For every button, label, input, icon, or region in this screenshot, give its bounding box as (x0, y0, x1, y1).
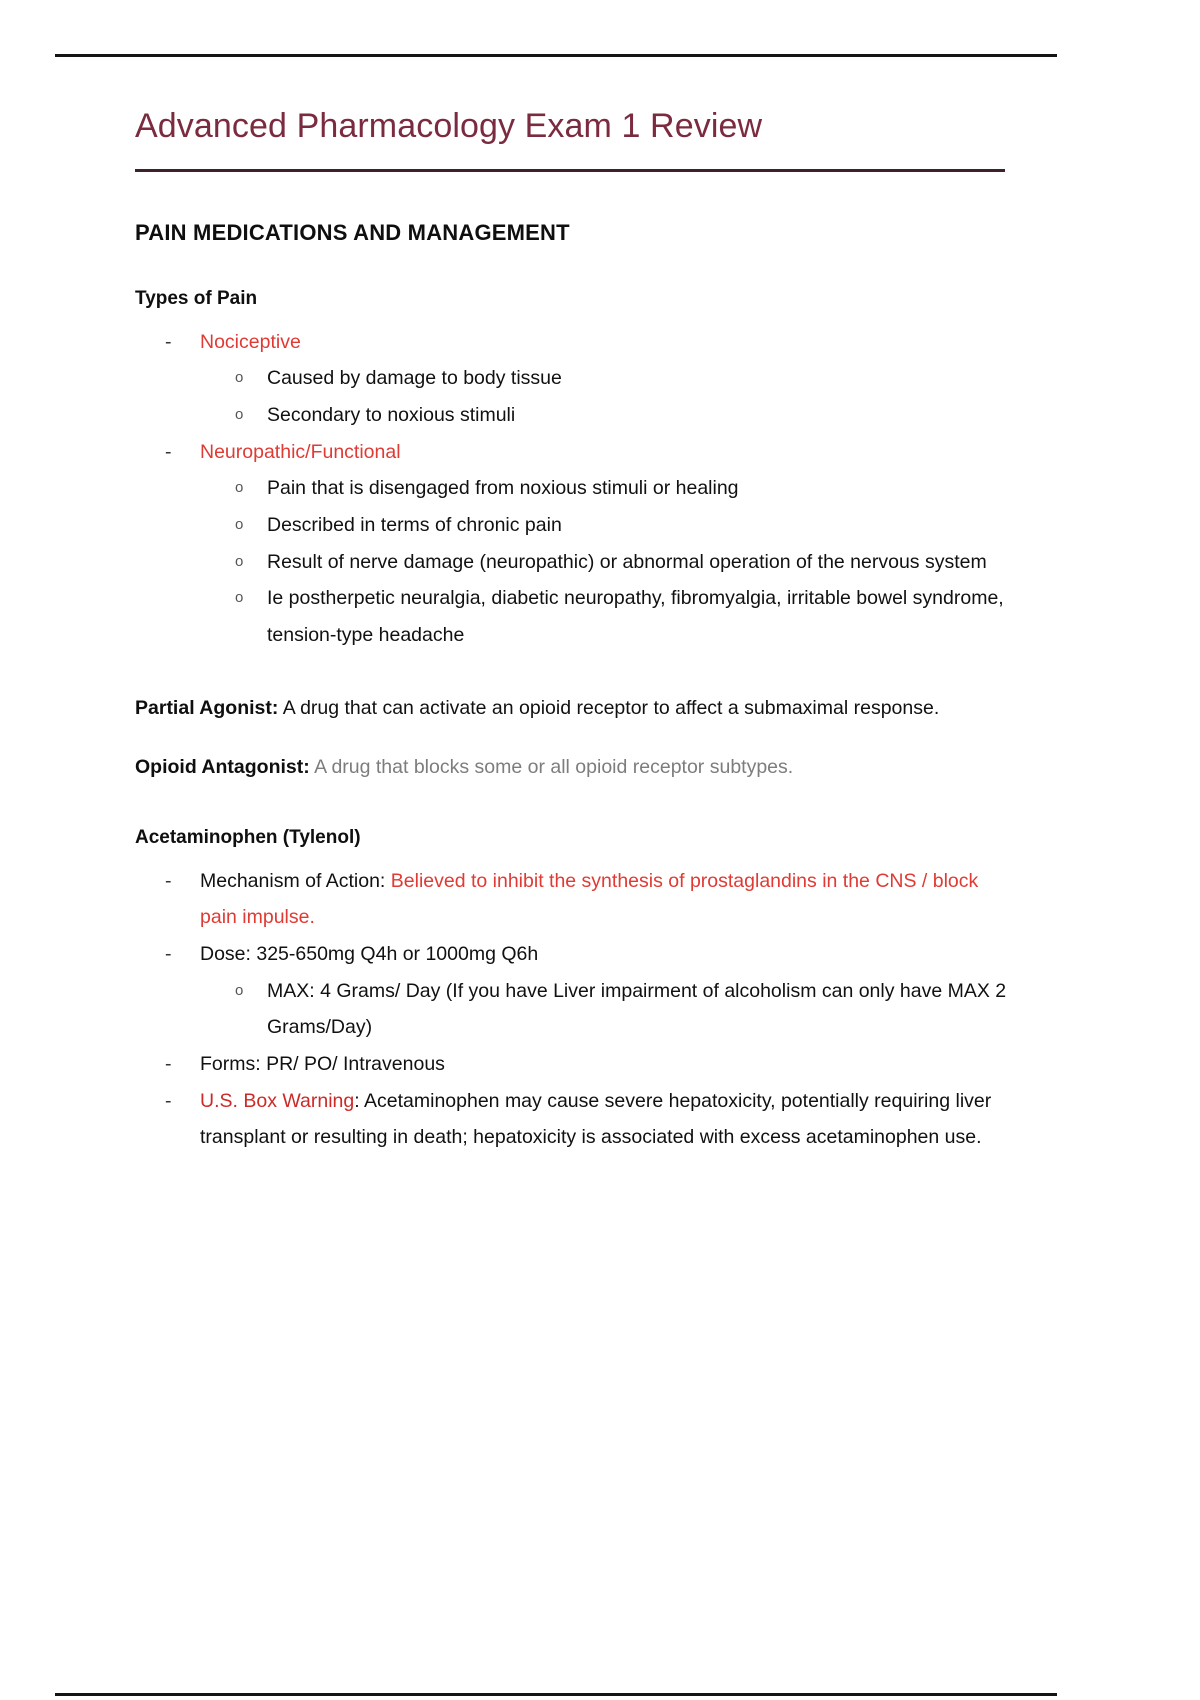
subheading-acetaminophen: Acetaminophen (Tylenol) (135, 826, 361, 848)
definition-term: Partial Agonist: (135, 696, 279, 719)
definition-term: Opioid Antagonist: (135, 756, 310, 779)
list-item (135, 507, 1010, 544)
list-item-label: Pain that is disengaged from noxious stimuli or healing (267, 477, 739, 500)
acetaminophen-list (135, 863, 1010, 1156)
list-item (135, 863, 1010, 936)
dash-bullet-icon: - (165, 440, 172, 463)
list-item (135, 324, 1010, 361)
circle-bullet-icon: o (235, 552, 244, 570)
list-item (135, 397, 1010, 434)
list-item (135, 936, 1010, 973)
dash-bullet-icon: - (165, 869, 172, 892)
list-item (135, 1046, 1010, 1083)
list-item-label: Ie postherpetic neuralgia, diabetic neuropathy, fibromyalgia, irritable bowel syndrome, tension-type headache (267, 587, 1004, 647)
max-dose-text: MAX: 4 Grams/ Day (If you have Liver impairment of alcoholism can only have MAX 2 Grams/Day) (267, 979, 1007, 1039)
circle-bullet-icon: o (235, 981, 244, 999)
dash-bullet-icon: - (165, 330, 172, 353)
list-item (135, 360, 1010, 397)
section-heading-pain-medications: PAIN MEDICATIONS AND MANAGEMENT (135, 219, 570, 245)
circle-bullet-icon: o (235, 479, 244, 497)
circle-bullet-icon: o (235, 406, 244, 424)
circle-bullet-icon: o (235, 369, 244, 387)
dose-text: Dose: 325-650mg Q4h or 1000mg Q6h (200, 943, 539, 966)
box-warning-text: Acetaminophen may cause severe hepatoxicity, potentially requiring liver transplant or resulting in death; hepatoxicity is associated with excess acetaminophen use. (200, 1089, 992, 1149)
subheading-types-of-pain: Types of Pain (135, 287, 258, 309)
forms-text: Forms: PR/ PO/ Intravenous (200, 1053, 445, 1076)
definition-partial-agonist (135, 692, 1010, 726)
list-item-label: Neuropathic/Functional (200, 440, 401, 463)
dash-bullet-icon: - (165, 1089, 172, 1112)
page-bottom-rule (55, 1693, 1057, 1696)
types-of-pain-list (135, 324, 1010, 654)
circle-bullet-icon: o (235, 516, 244, 534)
dash-bullet-icon: - (165, 1053, 172, 1076)
definition-text: A drug that can activate an opioid receptor to affect a submaximal response. (278, 696, 940, 719)
list-item (135, 544, 1010, 581)
mechanism-label: Mechanism of Action: (200, 869, 391, 892)
document-content (135, 100, 1010, 1156)
definition-opioid-antagonist (135, 751, 1010, 785)
circle-bullet-icon: o (235, 589, 244, 607)
list-item (135, 973, 1010, 1046)
box-warning-label: U.S. Box Warning (200, 1089, 355, 1112)
list-item (135, 470, 1010, 507)
list-item (135, 580, 1010, 653)
list-item-label: Caused by damage to body tissue (267, 367, 562, 390)
list-item (135, 434, 1010, 471)
dash-bullet-icon: - (165, 943, 172, 966)
box-warning-separator: : (354, 1089, 365, 1112)
page-top-rule (55, 54, 1057, 57)
definition-text: A drug that blocks some or all opioid receptor subtypes. (309, 756, 794, 779)
title-divider (135, 169, 1005, 172)
page-title: Advanced Pharmacology Exam 1 Review (135, 107, 763, 145)
list-item-label: Described in terms of chronic pain (267, 514, 562, 537)
list-item-label: Secondary to noxious stimuli (267, 404, 516, 427)
list-item-label: Nociceptive (200, 330, 301, 353)
list-item (135, 1083, 1010, 1156)
mechanism-value: Believed to inhibit the synthesis of prostaglandins in the CNS / block pain impulse. (200, 869, 979, 929)
list-item-label: Result of nerve damage (neuropathic) or abnormal operation of the nervous system (267, 550, 987, 573)
